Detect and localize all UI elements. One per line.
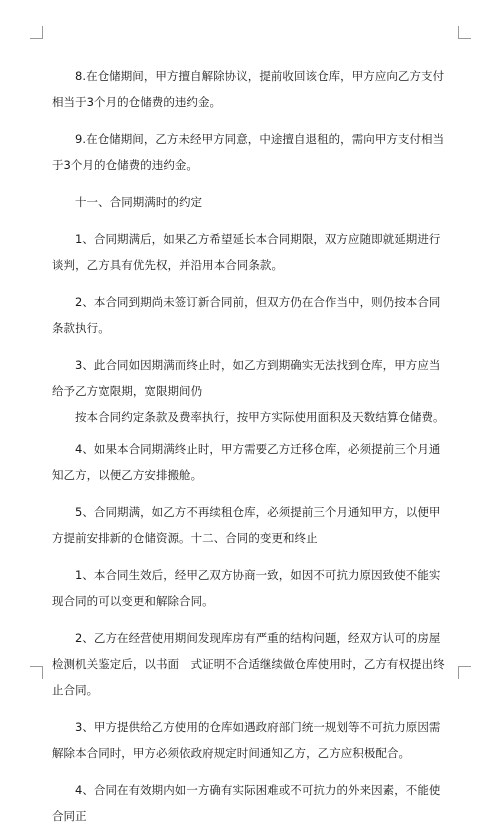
clause-12-4: 4、合同在有效期内如一方确有实际困难或不可抗力的外来因素，不能使合同正 bbox=[52, 783, 441, 823]
crop-mark-top-left bbox=[30, 26, 43, 39]
section-heading-11: 十一、合同期满时的约定 bbox=[75, 195, 203, 209]
clause-11-4: 4、如果本合同期满终止时，甲方需要乙方迁移仓库，必须提前三个月通知乙方，以便乙方安排搬舱。 bbox=[52, 442, 441, 482]
clause-12-2: 2、乙方在经营使用期间发现库房有严重的结构问题，经双方认可的房屋检测机关鉴定后，以书面 式证明不合适继续做仓库使用时，乙方有权提出终止合同。 bbox=[52, 631, 445, 697]
clause-11-2: 2、本合同到期尚未签订新合同前，但双方仍在合作当中，则仍按本合同条款执行。 bbox=[52, 295, 441, 335]
clause-12-3: 3、甲方提供给乙方使用的仓库如遇政府部门统一规划等不可抗力原因需解除本合同时，甲方必须依政府规定时间通知乙方，乙方应积极配合。 bbox=[52, 720, 441, 760]
clause-11-3: 3、此合同如因期满而终止时，如乙方到期确实无法找到仓库，甲方应当给予乙方宽限期，宽限期间仍 bbox=[52, 358, 441, 398]
clause-11-3-continued: 按本合同约定条款及费率执行，按甲方实际使用面积及天数结算仓储费。 bbox=[75, 410, 445, 424]
clause-11-1: 1、合同期满后，如果乙方希望延长本合同期限，双方应随即就延期进行谈判，乙方具有优先权，并沿用本合同条款。 bbox=[52, 232, 441, 272]
clause-9: 9.在仓储期间，乙方未经甲方同意，中途擅自退租的，需向甲方支付相当于3个月的仓储费的违约金。 bbox=[52, 132, 445, 172]
document-body bbox=[52, 63, 450, 829]
clause-12-1: 1、本合同生效后，经甲乙双方协商一致，如因不可抗力原因致使不能实现合同的可以变更和解除合同。 bbox=[52, 568, 441, 608]
clause-11-5-and-heading-12: 5、合同期满，如乙方不再续租仓库，必须提前三个月通知甲方，以便甲方提前安排新的仓储资源。十二、合同的变更和终止 bbox=[52, 505, 441, 545]
crop-mark-bottom-left bbox=[30, 666, 43, 679]
crop-mark-top-right bbox=[458, 26, 471, 39]
crop-mark-bottom-right bbox=[458, 666, 471, 679]
clause-8: 8.在仓储期间，甲方擅自解除协议，提前收回该仓库，甲方应向乙方支付相当于3个月的仓储费的违约金。 bbox=[52, 69, 445, 109]
